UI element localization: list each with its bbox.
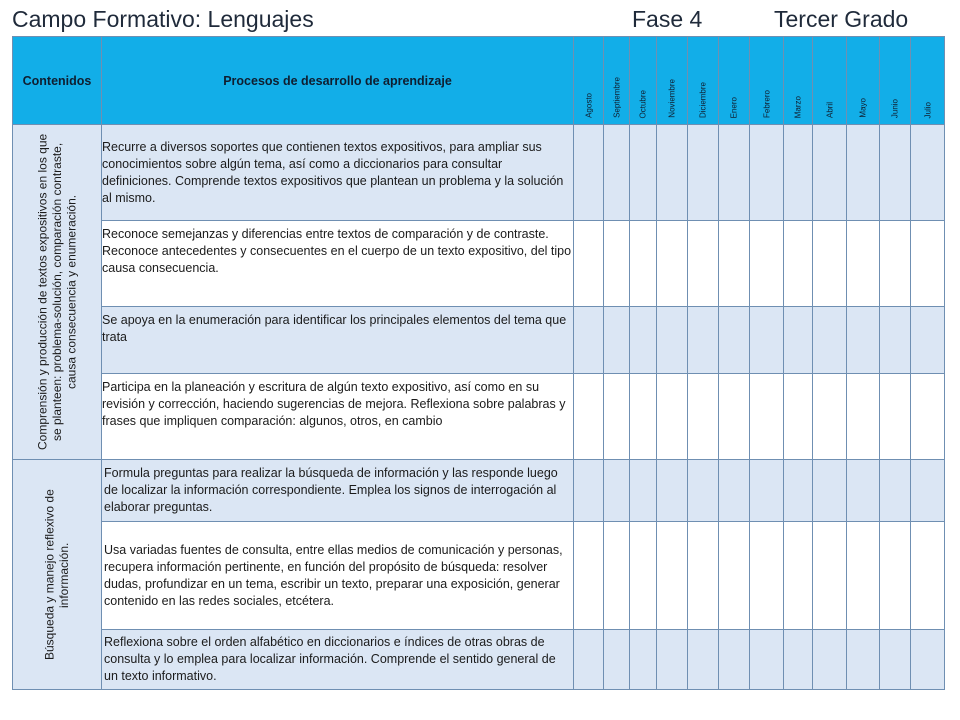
month-header-agosto bbox=[574, 37, 604, 125]
month-cell[interactable] bbox=[880, 630, 911, 690]
month-cell[interactable] bbox=[719, 460, 750, 522]
table-row bbox=[13, 522, 945, 630]
month-header-febrero bbox=[750, 37, 784, 125]
month-header-diciembre bbox=[688, 37, 719, 125]
proceso-cell: Reflexiona sobre el orden alfabético en diccionarios e índices de otras obras de consulta y lo emplea para localizar información. Comprende el sentido general de un texto informativo. bbox=[102, 630, 574, 690]
month-cell[interactable] bbox=[880, 221, 911, 307]
month-header-julio bbox=[911, 37, 945, 125]
month-cell[interactable] bbox=[719, 630, 750, 690]
month-cell[interactable] bbox=[688, 374, 719, 460]
header-contenidos: Contenidos bbox=[13, 37, 102, 125]
month-cell[interactable] bbox=[604, 460, 630, 522]
month-cell[interactable] bbox=[784, 307, 813, 374]
month-label: Marzo bbox=[793, 95, 803, 118]
month-label: Junio bbox=[890, 98, 900, 118]
month-cell[interactable] bbox=[630, 630, 657, 690]
proceso-cell: Usa variadas fuentes de consulta, entre ellas medios de comunicación y personas, recupera información pertinente, en función del propósito de búsqueda: resolver dudas, profundizar en un tema, escribir un texto, preparar una exposición, generar contenido en las redes sociales, etcétera. bbox=[102, 522, 574, 630]
month-cell[interactable] bbox=[719, 221, 750, 307]
month-cell[interactable] bbox=[784, 221, 813, 307]
month-cell[interactable] bbox=[813, 307, 847, 374]
month-cell[interactable] bbox=[657, 460, 688, 522]
month-label: Abril bbox=[825, 101, 834, 118]
month-cell[interactable] bbox=[604, 522, 630, 630]
proceso-cell: Participa en la planeación y escritura de algún texto expositivo, así como en su revisión y corrección, haciendo sugerencias de mejora. Reflexiona sobre palabras y frases que impliquen comparación: algunos, otros, en cambio bbox=[102, 374, 574, 460]
month-cell[interactable] bbox=[574, 522, 604, 630]
month-label: Noviembre bbox=[667, 79, 677, 118]
month-cell[interactable] bbox=[750, 307, 784, 374]
planning-table bbox=[12, 36, 945, 690]
month-cell[interactable] bbox=[604, 374, 630, 460]
month-cell[interactable] bbox=[657, 221, 688, 307]
month-cell[interactable] bbox=[630, 221, 657, 307]
month-label: Agosto bbox=[584, 93, 593, 118]
month-cell[interactable] bbox=[574, 125, 604, 221]
month-cell[interactable] bbox=[719, 522, 750, 630]
proceso-cell: Recurre a diversos soportes que contienen textos expositivos, para ampliar sus conocimientos sobre algún tema, así como a diccionarios para consultar definiciones. Comprende textos expositivos que plantean un problema y la solución al mismo. bbox=[102, 125, 574, 221]
month-cell[interactable] bbox=[657, 125, 688, 221]
month-cell[interactable] bbox=[880, 307, 911, 374]
month-cell[interactable] bbox=[688, 630, 719, 690]
month-cell[interactable] bbox=[604, 125, 630, 221]
month-cell[interactable] bbox=[813, 374, 847, 460]
month-cell[interactable] bbox=[630, 522, 657, 630]
month-label: Octubre bbox=[638, 89, 648, 118]
grade-label: Tercer Grado bbox=[774, 6, 909, 32]
month-cell[interactable] bbox=[750, 630, 784, 690]
month-cell[interactable] bbox=[813, 522, 847, 630]
month-cell[interactable] bbox=[813, 221, 847, 307]
month-cell[interactable] bbox=[719, 374, 750, 460]
month-cell[interactable] bbox=[604, 307, 630, 374]
month-label: Julio bbox=[923, 101, 932, 118]
month-header-enero bbox=[719, 37, 750, 125]
contenido-cell bbox=[13, 125, 102, 460]
month-cell[interactable] bbox=[911, 221, 945, 307]
month-cell[interactable] bbox=[813, 460, 847, 522]
month-cell[interactable] bbox=[911, 374, 945, 460]
month-cell[interactable] bbox=[657, 307, 688, 374]
month-label: Septiembre bbox=[612, 77, 621, 118]
month-cell[interactable] bbox=[911, 630, 945, 690]
proceso-cell: Se apoya en la enumeración para identificar los principales elementos del tema que trata bbox=[102, 307, 574, 374]
page-title: Campo Formativo: Lenguajes bbox=[12, 6, 314, 32]
header-procesos: Procesos de desarrollo de aprendizaje bbox=[102, 37, 574, 125]
month-cell[interactable] bbox=[657, 630, 688, 690]
month-cell[interactable] bbox=[911, 522, 945, 630]
month-cell[interactable] bbox=[784, 630, 813, 690]
month-header-noviembre bbox=[657, 37, 688, 125]
month-cell[interactable] bbox=[911, 460, 945, 522]
month-cell[interactable] bbox=[784, 374, 813, 460]
month-label: Mayo bbox=[858, 98, 868, 118]
month-label: Diciembre bbox=[698, 81, 708, 118]
month-header-mayo bbox=[847, 37, 880, 125]
month-cell[interactable] bbox=[880, 522, 911, 630]
month-cell[interactable] bbox=[574, 630, 604, 690]
month-cell[interactable] bbox=[688, 221, 719, 307]
month-cell[interactable] bbox=[813, 125, 847, 221]
month-cell[interactable] bbox=[847, 374, 880, 460]
month-cell[interactable] bbox=[574, 307, 604, 374]
month-cell[interactable] bbox=[630, 374, 657, 460]
month-cell[interactable] bbox=[847, 460, 880, 522]
month-cell[interactable] bbox=[847, 307, 880, 374]
table-row bbox=[13, 125, 945, 221]
proceso-cell: Formula preguntas para realizar la búsqueda de información y las responde luego de localizar la información correspondiente. Emplea los signos de interrogación al elaborar preguntas. bbox=[102, 460, 574, 522]
month-cell[interactable] bbox=[688, 125, 719, 221]
month-cell[interactable] bbox=[880, 374, 911, 460]
month-cell[interactable] bbox=[784, 460, 813, 522]
month-cell[interactable] bbox=[847, 221, 880, 307]
month-cell[interactable] bbox=[750, 522, 784, 630]
month-header-junio bbox=[880, 37, 911, 125]
month-cell[interactable] bbox=[574, 374, 604, 460]
month-header-abril bbox=[813, 37, 847, 125]
table-row bbox=[13, 460, 945, 522]
month-cell[interactable] bbox=[574, 221, 604, 307]
month-cell[interactable] bbox=[911, 307, 945, 374]
month-cell[interactable] bbox=[604, 630, 630, 690]
month-cell[interactable] bbox=[847, 522, 880, 630]
month-cell[interactable] bbox=[784, 125, 813, 221]
month-cell[interactable] bbox=[719, 125, 750, 221]
table-row bbox=[13, 221, 945, 307]
contenido-cell bbox=[13, 460, 102, 690]
header-row bbox=[13, 37, 945, 125]
month-cell[interactable] bbox=[847, 125, 880, 221]
month-cell[interactable] bbox=[750, 221, 784, 307]
table-row bbox=[13, 374, 945, 460]
month-cell[interactable] bbox=[880, 125, 911, 221]
month-cell[interactable] bbox=[630, 307, 657, 374]
phase-label: Fase 4 bbox=[632, 6, 703, 32]
month-cell[interactable] bbox=[880, 460, 911, 522]
month-header-septiembre bbox=[604, 37, 630, 125]
month-header-octubre bbox=[630, 37, 657, 125]
month-label: Enero bbox=[729, 96, 739, 118]
month-label: Febrero bbox=[762, 89, 771, 118]
month-cell[interactable] bbox=[574, 460, 604, 522]
table-row bbox=[13, 630, 945, 690]
proceso-cell: Reconoce semejanzas y diferencias entre textos de comparación y de contraste. Reconoce antecedentes y consecuentes en el cuerpo de un texto expositivo, del tipo causa consecuencia. bbox=[102, 221, 574, 307]
month-cell[interactable] bbox=[630, 460, 657, 522]
month-cell[interactable] bbox=[813, 630, 847, 690]
month-cell[interactable] bbox=[657, 522, 688, 630]
month-cell[interactable] bbox=[750, 460, 784, 522]
month-cell[interactable] bbox=[688, 307, 719, 374]
table-row bbox=[13, 307, 945, 374]
contenido-text: Comprensión y producción de textos expositivos en los que se planteen: problema-solución, comparación contraste, causa consecuencia y enumeración. bbox=[35, 133, 79, 451]
month-cell[interactable] bbox=[688, 522, 719, 630]
month-cell[interactable] bbox=[750, 125, 784, 221]
month-cell[interactable] bbox=[911, 125, 945, 221]
month-cell[interactable] bbox=[657, 374, 688, 460]
month-cell[interactable] bbox=[604, 221, 630, 307]
contenido-text: Búsqueda y manejo reflexivo de información. bbox=[42, 489, 71, 660]
month-cell[interactable] bbox=[847, 630, 880, 690]
month-cell[interactable] bbox=[784, 522, 813, 630]
month-header-marzo bbox=[784, 37, 813, 125]
month-cell[interactable] bbox=[630, 125, 657, 221]
month-cell[interactable] bbox=[688, 460, 719, 522]
month-cell[interactable] bbox=[719, 307, 750, 374]
month-cell[interactable] bbox=[750, 374, 784, 460]
